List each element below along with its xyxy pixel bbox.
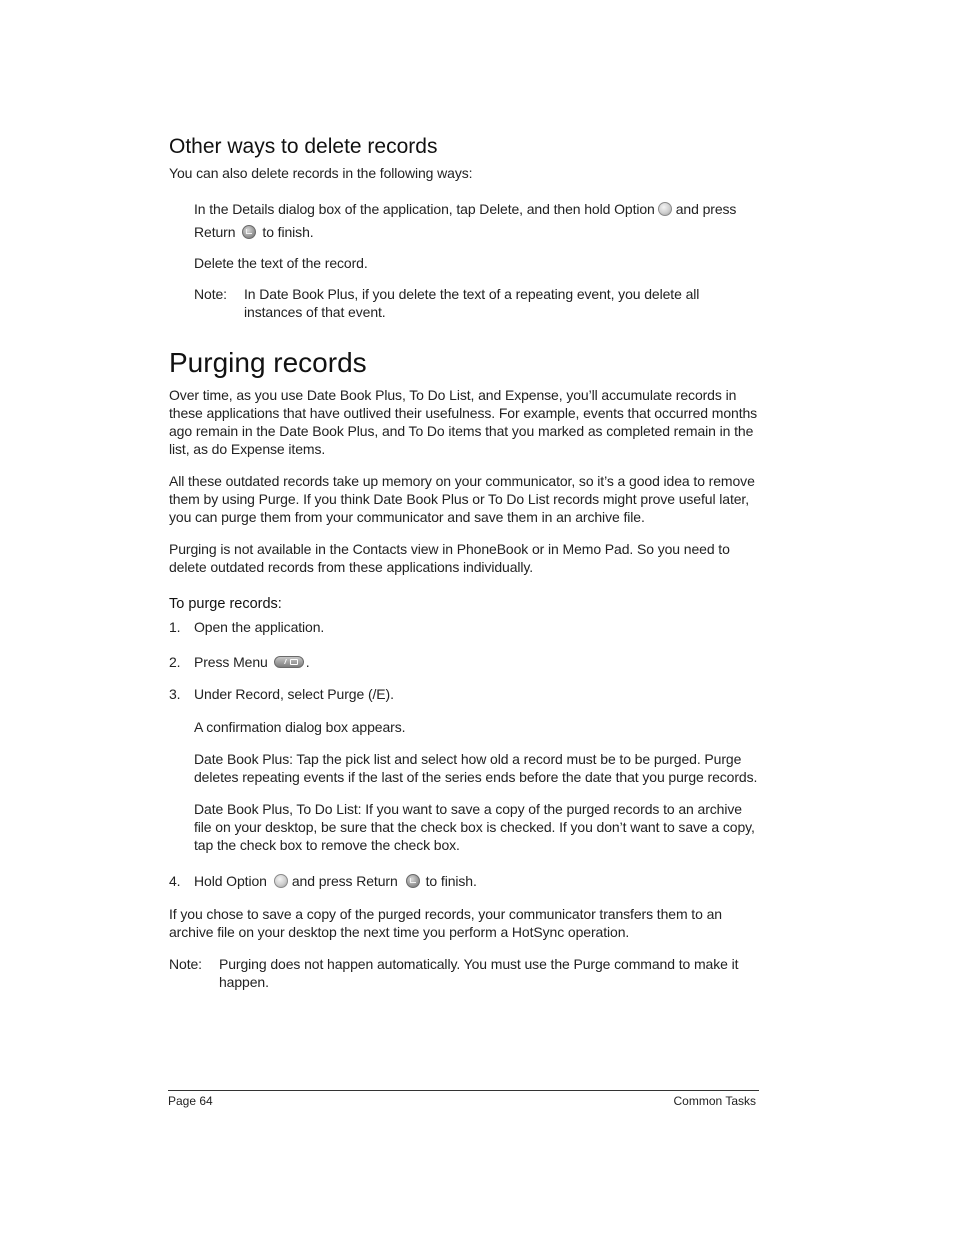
- step-text: Open the application.: [194, 619, 325, 635]
- chapter-title: Common Tasks: [673, 1094, 756, 1108]
- note-label: Note:: [194, 286, 227, 302]
- paragraph-1: Over time, as you use Date Book Plus, To Do List, and Expense, you’ll accumulate records in these applications that have outlived their usefulness. For example, events that occurred months ago remain in the Date Book Plus, and To Do items that you marked as completed remain in the list, as do Expense items.: [169, 387, 758, 457]
- page-title: Purging records: [169, 347, 367, 378]
- step-4-text-b: and press Return: [291, 873, 398, 889]
- page-number: Page 64: [168, 1094, 213, 1108]
- section-heading: Other ways to delete records: [169, 135, 438, 158]
- menu-key-icon: [274, 656, 304, 668]
- paragraph-2: All these outdated records take up memory on your communicator, so it’s a good idea to remove them by using Purge. If you think Date Book Plus or To Do List records might prove useful later, you can purge them from your communicator and save them in an archive file.: [169, 473, 755, 525]
- step-text: Under Record, select Purge (/E).: [194, 686, 394, 702]
- step-number: 1.: [169, 619, 181, 635]
- step-4-text-c: to finish.: [425, 873, 477, 889]
- note-text: Purging does not happen automatically. You must use the Purge command to make it happen.: [219, 956, 739, 990]
- step-number: 3.: [169, 686, 181, 702]
- return-key-icon: [242, 225, 256, 239]
- step-3-detail-3: Date Book Plus, To Do List: If you want to save a copy of the purged records to an archive file on your desktop, be sure that the check box is checked. If you don’t want to save a copy, tap the check box to remove the check box.: [194, 801, 755, 853]
- step-3-detail-1: A confirmation dialog box appears.: [194, 719, 406, 735]
- procedure-title: To purge records:: [169, 596, 282, 612]
- step-3-detail-2: Date Book Plus: Tap the pick list and select how old a record must be to be purged. Purge deletes repeating events if the last of the series ends before the date that you purge records.: [194, 751, 758, 785]
- return-key-icon: [406, 874, 420, 888]
- step-2-suffix: .: [305, 654, 310, 670]
- delete-method-1-text-d: to finish.: [262, 224, 314, 240]
- step-text: [194, 872, 477, 890]
- note-label: Note:: [169, 956, 202, 972]
- option-key-icon: [274, 874, 288, 888]
- paragraph-4: If you chose to save a copy of the purged records, your communicator transfers them to an archive file on your desktop the next time you perform a HotSync operation.: [169, 906, 722, 940]
- step-number: 2.: [169, 654, 181, 670]
- step-2-text: Press Menu: [194, 654, 268, 670]
- delete-method-1-text-c: Return: [194, 224, 236, 240]
- delete-method-1-text-b: and press: [675, 201, 737, 217]
- footer-rule: [168, 1090, 759, 1091]
- step-4-text-a: Hold Option: [194, 873, 267, 889]
- delete-method-2: Delete the text of the record.: [194, 255, 368, 271]
- step-text: [194, 653, 310, 671]
- paragraph-3: Purging is not available in the Contacts view in PhoneBook or in Memo Pad. So you need to delete outdated records from these applications individually.: [169, 541, 730, 575]
- delete-method-1-text-a: In the Details dialog box of the application, tap Delete, and then hold Option: [194, 201, 655, 217]
- delete-method-1-cont: [194, 223, 314, 241]
- step-number: 4.: [169, 873, 181, 889]
- option-key-icon: [658, 202, 672, 216]
- intro-text: You can also delete records in the following ways:: [169, 165, 473, 181]
- delete-method-1: [194, 200, 759, 218]
- note-text: In Date Book Plus, if you delete the text of a repeating event, you delete all instances of that event.: [244, 286, 700, 320]
